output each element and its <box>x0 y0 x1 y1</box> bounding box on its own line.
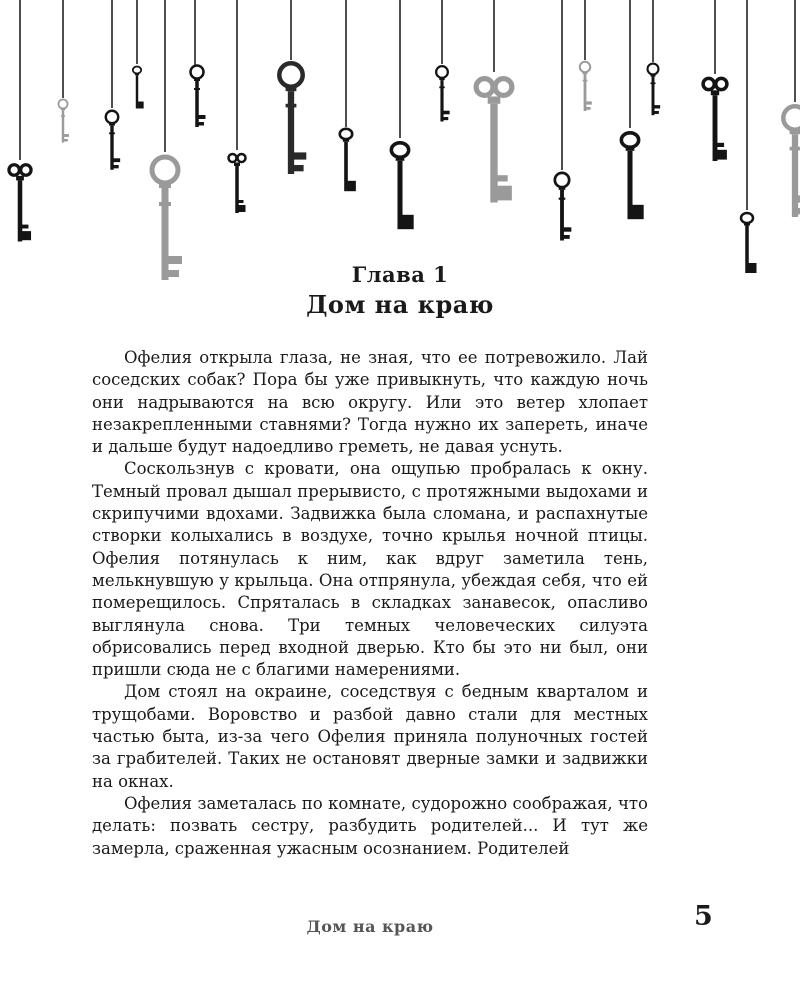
key-icon <box>783 106 800 217</box>
paragraph: Дом стоял на окраине, соседствуя с бедным кварталом и трущобами. Воровство и разбой давно стали для местных частью быта, из-за чего Офелия приняла полуночных гостей за грабителей. Таких не остановят дверные замки и задвижки на окнах. <box>92 682 648 791</box>
key-icon <box>106 111 120 170</box>
body-text <box>92 347 648 860</box>
key-icon <box>279 63 306 174</box>
key-icon <box>476 79 512 203</box>
page-number: 5 <box>694 901 713 932</box>
paragraph: Офелия заметалась по комнате, судорожно соображая, что делать: позвать сестру, разбудить родителей... И тут же замерла, сраженная ужасным осознанием. Родителей <box>92 793 648 858</box>
running-title: Дом на краю <box>306 917 434 936</box>
key-icon <box>9 165 31 242</box>
key-icon <box>648 64 661 116</box>
chapter-title: Дом на краю <box>306 290 494 319</box>
key-icon <box>436 66 450 121</box>
key-icon <box>340 129 356 191</box>
key-icon <box>555 173 572 241</box>
key-icon <box>133 67 144 109</box>
hanging-keys-illustration <box>0 0 800 290</box>
key-icon <box>58 99 68 142</box>
key-icon <box>229 154 246 213</box>
paragraph: Соскользнув с кровати, она ощупью пробралась к окну. Темный провал дышал прерывисто, с протяжными выдохами и скрипучими вдохами. Задвижка была сломана, и распахнутые створки колыхались в воздухе, точно крылья ночной птицы. Офелия потянулась к ним, как вдруг заметила тень, мелькнувшую у крыльца. Она отпрянула, убеждая себя, что ей померещилось. Спряталась в складках занавесок, опасливо выглянула снова. Три темных человеческих силуэта обрисовались перед входной дверью. Кто бы это ни был, они пришли сюда не с благими намерениями. <box>92 459 648 680</box>
key-icon <box>580 62 592 111</box>
key-icon <box>191 66 206 128</box>
key-icon <box>703 78 727 161</box>
chapter-number: Глава 1 <box>351 262 449 287</box>
paragraph: Офелия открыла глаза, не зная, что ее потревожило. Лай соседских собак? Пора бы уже привыкнуть, что каждую ночь они надрываются на всю округу. Или это ветер хлопает незакрепленными ставнями? Тогда нужно их запереть, иначе и дальше будут надоедливо греметь, не давая уснуть. <box>92 348 648 457</box>
key-icon <box>391 143 413 229</box>
key-icon <box>621 133 643 219</box>
